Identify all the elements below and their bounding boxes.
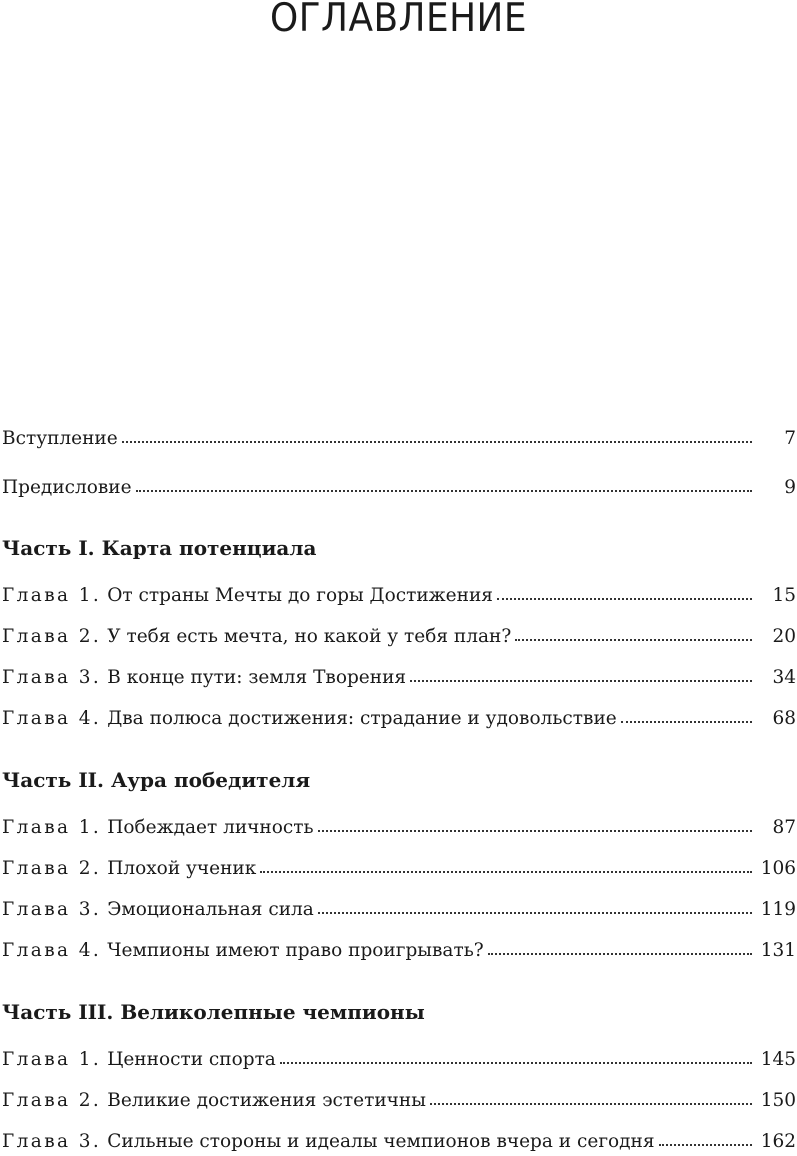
toc-entry-chapter[interactable] — [2, 1049, 796, 1073]
dot-leader — [621, 721, 752, 723]
entry-label — [2, 585, 493, 606]
chapter-title: Два полюса достижения: страдание и удовольствие — [107, 708, 617, 729]
page-number: 150 — [760, 1090, 796, 1111]
toc-entry-chapter[interactable] — [2, 626, 796, 650]
dot-leader — [122, 441, 752, 443]
dot-leader — [136, 490, 752, 492]
entry-label — [2, 899, 314, 920]
part-heading-2: Часть II. Аура победителя — [2, 768, 311, 792]
entry-label — [2, 1090, 426, 1111]
page-title: ОГЛАВЛЕНИЕ — [269, 0, 527, 41]
page-number: 106 — [760, 858, 796, 879]
chapter-title: Сильные стороны и идеалы чемпионов вчера и сегодня — [107, 1131, 655, 1152]
toc-entry-chapter[interactable] — [2, 585, 796, 609]
dot-leader — [280, 1062, 752, 1064]
chapter-title: У тебя есть мечта, но какой у тебя план? — [107, 626, 512, 647]
chapter-prefix: Глава 4. — [2, 708, 102, 729]
dot-leader — [659, 1144, 752, 1146]
toc-entry-chapter[interactable] — [2, 940, 796, 964]
chapter-prefix: Глава 1. — [2, 1049, 102, 1070]
dot-leader — [515, 639, 752, 641]
toc-entry-chapter[interactable] — [2, 858, 796, 882]
page-number: 15 — [772, 585, 796, 606]
chapter-title: Плохой ученик — [107, 858, 257, 879]
dot-leader — [497, 598, 752, 600]
chapter-title: От страны Мечты до горы Достижения — [107, 585, 493, 606]
entry-label: Предисловие — [2, 477, 132, 498]
chapter-prefix: Глава 2. — [2, 858, 102, 879]
chapter-title: Побеждает личность — [107, 817, 314, 838]
toc-entry-chapter[interactable] — [2, 708, 796, 732]
chapter-title: Эмоциональная сила — [107, 899, 314, 920]
toc-entry-introduction[interactable] — [2, 428, 796, 452]
part-heading-3: Часть III. Великолепные чемпионы — [2, 1000, 425, 1024]
chapter-title: Великие достижения эстетичны — [107, 1090, 426, 1111]
dot-leader — [318, 830, 752, 832]
toc-entry-chapter[interactable] — [2, 817, 796, 841]
page-number: 34 — [772, 667, 796, 688]
entry-label — [2, 626, 511, 647]
chapter-prefix: Глава 4. — [2, 940, 102, 961]
toc-entry-chapter[interactable] — [2, 1131, 796, 1155]
entry-label — [2, 940, 484, 961]
chapter-prefix: Глава 1. — [2, 585, 102, 606]
dot-leader — [410, 680, 752, 682]
page-number: 162 — [760, 1131, 796, 1152]
toc-entry-chapter[interactable] — [2, 899, 796, 923]
page-number: 9 — [784, 477, 796, 498]
dot-leader — [318, 912, 752, 914]
chapter-title: Ценности спорта — [107, 1049, 276, 1070]
page-number: 119 — [760, 899, 796, 920]
page-number: 68 — [772, 708, 796, 729]
entry-label — [2, 667, 406, 688]
page-number: 87 — [772, 817, 796, 838]
chapter-prefix: Глава 3. — [2, 667, 102, 688]
toc-entry-chapter[interactable] — [2, 667, 796, 691]
dot-leader — [430, 1103, 752, 1105]
dot-leader — [488, 953, 752, 955]
entry-label — [2, 708, 617, 729]
entry-label: Вступление — [2, 428, 118, 449]
chapter-prefix: Глава 3. — [2, 899, 102, 920]
chapter-title: Чемпионы имеют право проигрывать? — [107, 940, 484, 961]
entry-label — [2, 817, 314, 838]
toc-entry-preface[interactable] — [2, 477, 796, 501]
entry-label — [2, 1049, 276, 1070]
chapter-title: В конце пути: земля Творения — [107, 667, 407, 688]
chapter-prefix: Глава 3. — [2, 1131, 102, 1152]
toc-entry-chapter[interactable] — [2, 1090, 796, 1114]
chapter-prefix: Глава 2. — [2, 1090, 102, 1111]
page-number: 145 — [760, 1049, 796, 1070]
dot-leader — [260, 871, 752, 873]
entry-label — [2, 858, 256, 879]
part-heading-1: Часть I. Карта потенциала — [2, 536, 317, 560]
page-number: 131 — [760, 940, 796, 961]
page-number: 20 — [772, 626, 796, 647]
page-number: 7 — [784, 428, 796, 449]
chapter-prefix: Глава 2. — [2, 626, 102, 647]
chapter-prefix: Глава 1. — [2, 817, 102, 838]
entry-label — [2, 1131, 655, 1152]
